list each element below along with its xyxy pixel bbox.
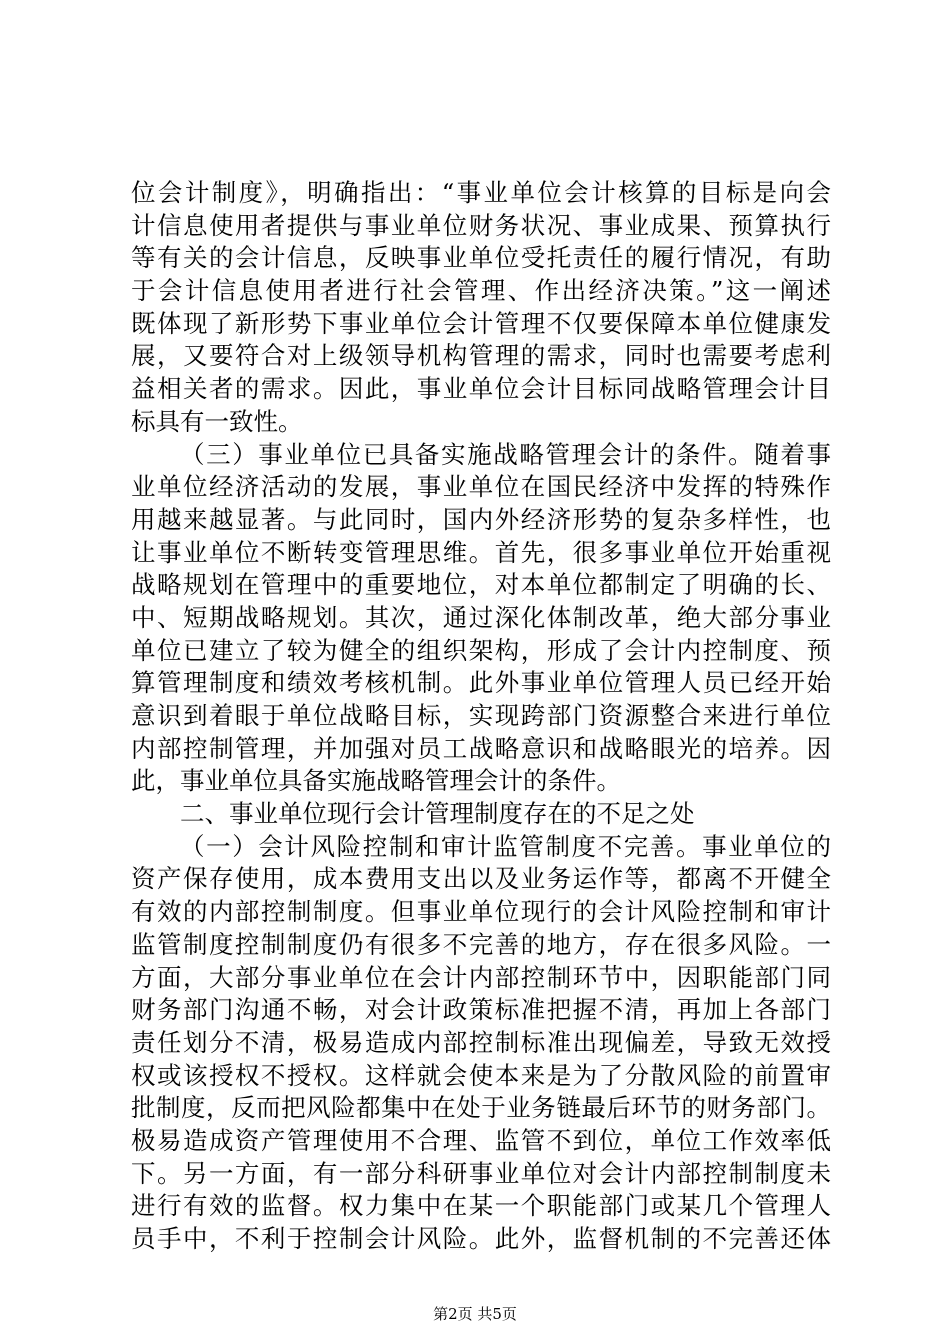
paragraph-line: 于会计信息使用者进行社会管理、作出经济决策。”这一阐述 <box>131 276 831 306</box>
paragraph-line: 位会计制度》，明确指出：“事业单位会计核算的目标是向会 <box>131 178 831 207</box>
paragraph-line: 标具有一致性。 <box>131 406 303 436</box>
paragraph-line: 算管理制度和绩效考核机制。此外事业单位管理人员已经开始 <box>131 668 831 698</box>
paragraph-line: 进行有效的监督。权力集中在某一个职能部门或某几个管理人 <box>131 1191 831 1221</box>
paragraph-line: 益相关者的需求。因此，事业单位会计目标同战略管理会计目 <box>131 374 831 404</box>
paragraph-line: 让事业单位不断转变管理思维。首先，很多事业单位开始重视 <box>131 537 831 567</box>
paragraph-line: 展，又要符合对上级领导机构管理的需求，同时也需要考虑利 <box>131 341 831 371</box>
paragraph-line: 既体现了新形势下事业单位会计管理不仅要保障本单位健康发 <box>131 308 831 338</box>
document-body <box>131 177 831 1256</box>
paragraph-line: 此，事业单位具备实施战略管理会计的条件。 <box>131 766 621 796</box>
paragraph-line: （一）会计风险控制和审计监管制度不完善。事业单位的 <box>180 831 831 861</box>
paragraph-line: 员手中，不利于控制会计风险。此外，监督机制的不完善还体 <box>131 1224 831 1253</box>
paragraph-line: 等有关的会计信息，反映事业单位受托责任的履行情况，有助 <box>131 243 831 273</box>
paragraph-line: 计信息使用者提供与事业单位财务状况、事业成果、预算执行 <box>131 210 831 240</box>
paragraph-line: 意识到着眼于单位战略目标，实现跨部门资源整合来进行单位 <box>131 701 831 730</box>
paragraph-line: 方面，大部分事业单位在会计内部控制环节中，因职能部门同 <box>131 962 831 992</box>
paragraph-line: 二、事业单位现行会计管理制度存在的不足之处 <box>180 799 695 829</box>
paragraph-line: 用越来越显著。与此同时，国内外经济形势的复杂多样性，也 <box>131 504 831 534</box>
paragraph-line: （三）事业单位已具备实施战略管理会计的条件。随着事 <box>180 439 831 469</box>
paragraph-line: 业单位经济活动的发展，事业单位在国民经济中发挥的特殊作 <box>131 472 831 502</box>
paragraph-line: 单位已建立了较为健全的组织架构，形成了会计内控制度、预 <box>131 635 831 665</box>
paragraph-line: 战略规划在管理中的重要地位，对本单位都制定了明确的长、 <box>131 570 831 600</box>
paragraph-line: 下。另一方面，有一部分科研事业单位对会计内部控制制度未 <box>131 1158 831 1188</box>
paragraph-line: 资产保存使用，成本费用支出以及业务运作等，都离不开健全 <box>131 864 831 894</box>
paragraph-line: 权或该授权不授权。这样就会使本来是为了分散风险的前置审 <box>131 1060 831 1090</box>
paragraph-line: 极易造成资产管理使用不合理、监管不到位，单位工作效率低 <box>131 1125 831 1155</box>
paragraph-line: 责任划分不清，极易造成内部控制标准出现偏差，导致无效授 <box>131 1027 831 1057</box>
paragraph-line: 有效的内部控制制度。但事业单位现行的会计风险控制和审计 <box>131 897 831 927</box>
page-footer: 第2页 共5页 <box>433 1305 517 1323</box>
paragraph-line: 批制度，反而把风险都集中在处于业务链最后环节的财务部门。 <box>131 1093 831 1123</box>
paragraph-line: 财务部门沟通不畅，对会计政策标准把握不清，再加上各部门 <box>131 995 831 1025</box>
paragraph-line: 内部控制管理，并加强对员工战略意识和战略眼光的培养。因 <box>131 733 831 763</box>
paragraph-line: 监管制度控制制度仍有很多不完善的地方，存在很多风险。一 <box>131 929 831 959</box>
paragraph-line: 中、短期战略规划。其次，通过深化体制改革，绝大部分事业 <box>131 602 831 632</box>
